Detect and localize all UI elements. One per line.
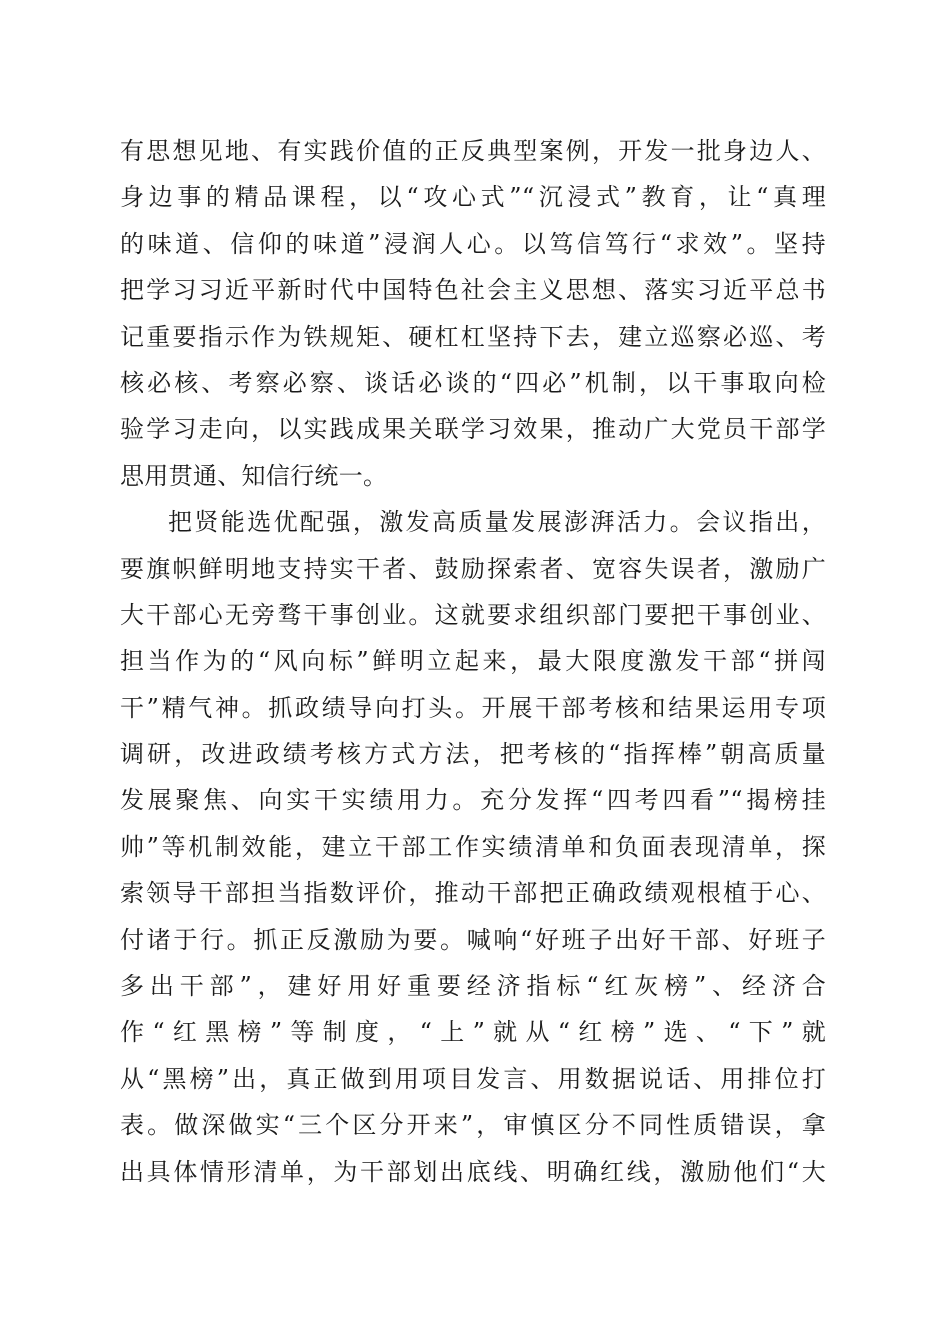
text-line: 作“红黑榜”等制度，“上”就从“红榜”选、“下”就 xyxy=(120,1018,826,1047)
text-line: 思用贯通、知信行统一。 xyxy=(120,461,388,490)
document-body xyxy=(120,128,826,1195)
text-line: 索领导干部担当指数评价，推动干部把正确政绩观根植于心、 xyxy=(120,879,826,908)
text-line: 有思想见地、有实践价值的正反典型案例，开发一批身边人、 xyxy=(120,137,826,165)
text-line: 表。做深做实“三个区分开来”，审慎区分不同性质错误，拿 xyxy=(120,1111,826,1140)
text-line: 担当作为的“风向标”鲜明立起来，最大限度激发干部“拼闯 xyxy=(120,647,826,676)
text-line: 把贤能选优配强，激发高质量发展澎湃活力。会议指出， xyxy=(168,508,826,537)
text-line: 出具体情形清单，为干部划出底线、明确红线，激励他们“大 xyxy=(120,1157,826,1186)
text-line: 干”精气神。抓政绩导向打头。开展干部考核和结果运用专项 xyxy=(120,693,826,722)
text-line: 核必核、考察必察、谈话必谈的“四必”机制，以干事取向检 xyxy=(120,368,826,397)
text-line: 验学习走向，以实践成果关联学习效果，推动广大党员干部学 xyxy=(120,415,826,444)
text-line: 多出干部”，建好用好重要经济指标“红灰榜”、经济合 xyxy=(120,972,826,1001)
paragraph-2 xyxy=(120,499,826,1195)
text-line: 要旗帜鲜明地支持实干者、鼓励探索者、宽容失误者，激励广 xyxy=(120,554,826,583)
text-line: 大干部心无旁骛干事创业。这就要求组织部门要把干事创业、 xyxy=(120,600,826,629)
text-line: 付诸于行。抓正反激励为要。喊响“好班子出好干部、好班子 xyxy=(120,925,826,954)
text-line: 从“黑榜”出，真正做到用项目发言、用数据说话、用排位打 xyxy=(120,1064,826,1093)
text-line: 的味道、信仰的味道”浸润人心。以笃信笃行“求效”。坚持 xyxy=(120,229,826,258)
text-line: 帅”等机制效能，建立干部工作实绩清单和负面表现清单，探 xyxy=(120,832,826,861)
text-line: 调研，改进政绩考核方式方法，把考核的“指挥棒”朝高质量 xyxy=(120,740,826,769)
paragraph-1 xyxy=(120,128,826,499)
text-line: 把学习习近平新时代中国特色社会主义思想、落实习近平总书 xyxy=(120,276,826,305)
text-line: 身边事的精品课程，以“攻心式”“沉浸式”教育，让“真理 xyxy=(120,183,826,212)
text-line: 记重要指示作为铁规矩、硬杠杠坚持下去，建立巡察必巡、考 xyxy=(120,322,826,351)
text-line: 发展聚焦、向实干实绩用力。充分发挥“四考四看”“揭榜挂 xyxy=(120,786,826,815)
